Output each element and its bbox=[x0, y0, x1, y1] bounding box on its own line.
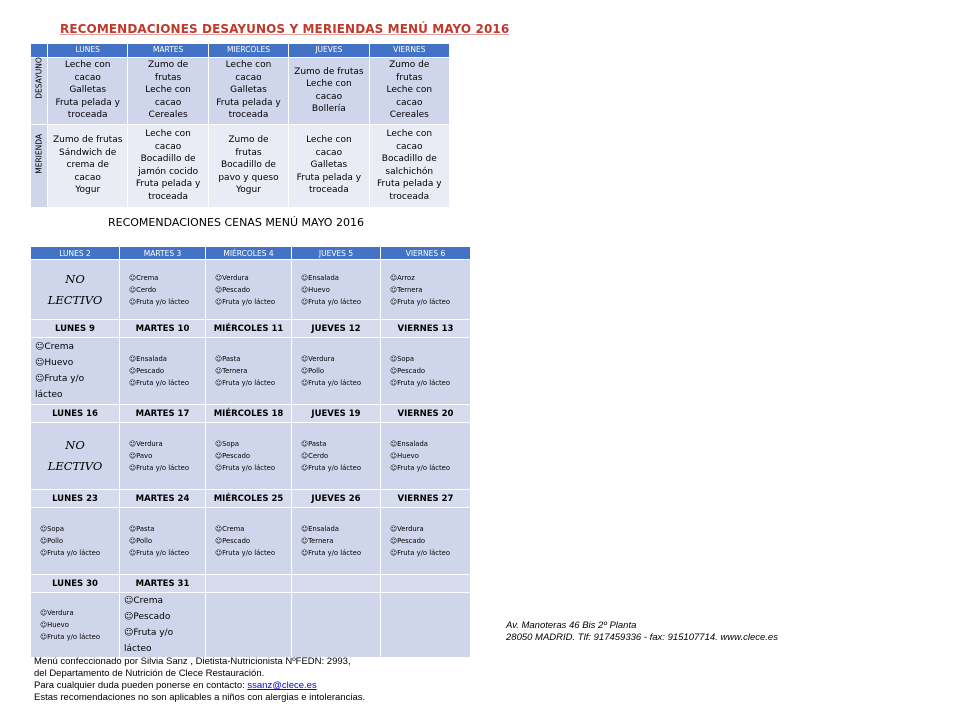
dinner-item: ☺Fruta y/o lácteo bbox=[215, 464, 276, 472]
dinner-cell bbox=[292, 423, 381, 490]
meal-item: Cereales bbox=[148, 110, 188, 121]
meal-item: cacao bbox=[154, 97, 182, 108]
meal-item: Cereales bbox=[389, 110, 429, 121]
day-header: VIERNES bbox=[369, 44, 449, 58]
address-line: Av. Manoteras 46 Bis 2º Planta bbox=[506, 620, 637, 631]
date-cell: MARTES 31 bbox=[120, 575, 206, 593]
date-cell: LUNES 2 bbox=[31, 247, 120, 260]
dinner-title: RECOMENDACIONES CENAS MENÚ MAYO 2016 bbox=[108, 216, 364, 229]
date-cell: VIERNES 6 bbox=[381, 247, 471, 260]
date-row bbox=[31, 490, 471, 508]
empty-cell bbox=[206, 593, 292, 658]
meal-item: Yogur bbox=[236, 185, 261, 196]
date-cell: JUEVES 26 bbox=[292, 490, 381, 508]
dinner-item: NO bbox=[65, 271, 85, 286]
breakfast-title: RECOMENDACIONES DESAYUNOS Y MERIENDAS MENÚ MAYO 2016 bbox=[60, 22, 510, 36]
meal-item: Sándwich de bbox=[59, 147, 117, 158]
meal-item: Bocadillo de bbox=[381, 154, 437, 164]
meal-cell bbox=[208, 124, 288, 207]
date-cell: VIERNES 13 bbox=[381, 320, 471, 338]
dinner-cell bbox=[292, 260, 381, 320]
dinner-cell bbox=[120, 593, 206, 658]
dinner-item: ☺Fruta y/o lácteo bbox=[215, 379, 276, 387]
dinner-item: ☺Huevo bbox=[301, 285, 330, 294]
contact-email-link[interactable]: ssanz@clece.es bbox=[247, 680, 317, 691]
dinner-item: ☺Huevo bbox=[40, 621, 69, 629]
meal-item: Leche con bbox=[306, 79, 352, 89]
meal-item: frutas bbox=[154, 72, 182, 83]
dinner-week-row bbox=[31, 260, 471, 320]
meal-cell bbox=[48, 124, 128, 207]
dinner-item: ☺Verdura bbox=[129, 440, 163, 448]
dinner-item: ☺Pollo bbox=[40, 537, 64, 545]
dinner-item: ☺Fruta y/o lácteo bbox=[390, 379, 451, 387]
dinner-item: ☺Pescado bbox=[124, 612, 171, 622]
dinner-cell bbox=[120, 338, 206, 405]
dinner-item: ☺Huevo bbox=[390, 452, 419, 460]
meal-item: Leche con bbox=[64, 60, 111, 71]
no-school-cell bbox=[31, 423, 120, 490]
dinner-item: ☺Fruta y/o lácteo bbox=[301, 297, 362, 306]
dinner-cell bbox=[206, 508, 292, 575]
dinner-item: ☺Fruta y/o bbox=[35, 374, 85, 384]
date-cell: MIÉRCOLES 25 bbox=[206, 490, 292, 508]
dinner-item: ☺Ternera bbox=[215, 367, 248, 375]
dinner-item: ☺Fruta y/o lácteo bbox=[390, 549, 451, 557]
dinner-cell bbox=[292, 508, 381, 575]
footer-line: del Departamento de Nutrición de Clece Restauración. bbox=[34, 668, 265, 679]
dinner-item: LECTIVO bbox=[47, 459, 103, 473]
dinner-item: ☺Fruta y/o lácteo bbox=[129, 464, 190, 472]
date-cell bbox=[206, 575, 292, 593]
date-cell: JUEVES 19 bbox=[292, 405, 381, 423]
dinner-item: ☺Pescado bbox=[215, 452, 251, 460]
meal-item: Galletas bbox=[230, 85, 267, 96]
meal-item: Bocadillo de bbox=[220, 160, 276, 171]
meal-item: Bocadillo de bbox=[140, 154, 196, 164]
date-cell: VIERNES 20 bbox=[381, 405, 471, 423]
dinner-item: ☺Ensalada bbox=[301, 273, 339, 282]
dinner-item: ☺Crema bbox=[129, 273, 159, 282]
meal-item: troceada bbox=[67, 110, 108, 121]
dinner-item: ☺Ensalada bbox=[129, 355, 167, 363]
meal-item: Galletas bbox=[69, 85, 107, 96]
dinner-item: ☺Pescado bbox=[215, 537, 251, 545]
dinner-item: ☺Arroz bbox=[390, 273, 415, 282]
meal-item: frutas bbox=[396, 72, 423, 83]
dinner-item: ☺Sopa bbox=[40, 525, 65, 533]
meal-item: Fruta pelada y bbox=[135, 179, 201, 189]
dinner-item: NO bbox=[65, 438, 85, 452]
meal-item: Zumo de bbox=[147, 60, 189, 71]
day-header: LUNES bbox=[48, 44, 128, 58]
date-row bbox=[31, 405, 471, 423]
dinner-cell bbox=[120, 260, 206, 320]
date-cell: MIÉRCOLES 18 bbox=[206, 405, 292, 423]
meal-cell bbox=[289, 124, 369, 207]
dinner-item: ☺Verdura bbox=[301, 355, 335, 363]
date-cell: MARTES 3 bbox=[120, 247, 206, 260]
dinner-item: ☺Fruta y/o lácteo bbox=[129, 549, 190, 557]
dinner-week-row bbox=[31, 508, 471, 575]
meal-cell bbox=[128, 124, 208, 207]
meal-item: troceada bbox=[308, 185, 349, 196]
date-cell: VIERNES 27 bbox=[381, 490, 471, 508]
dinner-item: ☺Fruta y/o lácteo bbox=[215, 549, 276, 557]
meal-item: Fruta pelada y bbox=[216, 97, 281, 108]
table-corner bbox=[31, 44, 48, 58]
date-cell: JUEVES 12 bbox=[292, 320, 381, 338]
meal-row bbox=[31, 57, 450, 124]
day-header: MIERCOLES bbox=[208, 44, 288, 58]
meal-item: troceada bbox=[389, 191, 430, 202]
dinner-item: ☺Fruta y/o lácteo bbox=[301, 464, 362, 472]
date-cell: MARTES 10 bbox=[120, 320, 206, 338]
dinner-item: ☺Ensalada bbox=[390, 440, 428, 448]
dinner-table bbox=[30, 246, 471, 658]
footer-line bbox=[34, 680, 474, 692]
meal-item: Leche con bbox=[386, 129, 433, 139]
meal-item: Fruta pelada y bbox=[377, 179, 442, 189]
meal-cell bbox=[208, 57, 288, 124]
meal-item: cacao bbox=[235, 72, 262, 83]
dinner-item: ☺Fruta y/o lácteo bbox=[40, 633, 101, 641]
dinner-item: ☺Pasta bbox=[215, 355, 241, 363]
company-address bbox=[506, 620, 836, 644]
dinner-item: ☺Pescado bbox=[390, 367, 426, 375]
dinner-item: LECTIVO bbox=[47, 292, 103, 307]
dinner-cell bbox=[292, 338, 381, 405]
meal-cell bbox=[289, 57, 369, 124]
date-cell: LUNES 16 bbox=[31, 405, 120, 423]
meal-item: salchichón bbox=[385, 166, 434, 177]
date-cell: LUNES 23 bbox=[31, 490, 120, 508]
date-row bbox=[31, 247, 471, 260]
dinner-item: ☺Fruta y/o lácteo bbox=[129, 379, 190, 387]
meal-item: Leche con bbox=[145, 129, 191, 139]
meal-cell bbox=[128, 57, 208, 124]
dinner-item: ☺Ternera bbox=[301, 537, 334, 545]
dinner-item: ☺Fruta y/o lácteo bbox=[301, 379, 362, 387]
meal-item: Leche con bbox=[306, 135, 352, 146]
dinner-item: ☺Huevo bbox=[35, 358, 74, 368]
dinner-item: ☺Ternera bbox=[390, 285, 423, 294]
dinner-item: ☺Verdura bbox=[390, 525, 424, 533]
breakfast-snack-table bbox=[30, 43, 450, 208]
dinner-item: ☺Fruta y/o lácteo bbox=[390, 464, 451, 472]
dinner-cell bbox=[31, 338, 120, 405]
dinner-week-row bbox=[31, 338, 471, 405]
meal-item: jamón cocido bbox=[138, 166, 199, 177]
meal-item: Yogur bbox=[75, 185, 101, 196]
meal-item: Galletas bbox=[310, 160, 348, 171]
dinner-item: ☺Cerdo bbox=[129, 285, 157, 294]
meal-item: Leche con bbox=[225, 60, 272, 71]
meal-cell bbox=[369, 57, 449, 124]
dinner-week-row bbox=[31, 423, 471, 490]
meal-item: pavo y queso bbox=[218, 172, 279, 183]
dinner-item: ☺Pollo bbox=[129, 537, 153, 545]
meal-item: Zumo de bbox=[228, 135, 269, 146]
dinner-item: ☺Cerdo bbox=[301, 452, 329, 460]
dinner-item: ☺Crema bbox=[35, 342, 74, 352]
meal-item: cacao bbox=[315, 91, 343, 102]
footer-notes bbox=[34, 656, 474, 704]
meal-label-text: MERIENDA bbox=[34, 134, 44, 174]
dinner-item: ☺Verdura bbox=[40, 609, 74, 617]
meal-row bbox=[31, 124, 450, 207]
dinner-item: ☺Pasta bbox=[301, 440, 327, 448]
meal-item: cacao bbox=[396, 141, 423, 152]
meal-item: cacao bbox=[315, 147, 343, 158]
meal-item: troceada bbox=[228, 110, 269, 121]
dinner-item: ☺Verdura bbox=[215, 273, 249, 282]
date-cell: JUEVES 5 bbox=[292, 247, 381, 260]
dinner-item: ☺Pescado bbox=[390, 537, 426, 545]
meal-item: Leche con bbox=[386, 85, 433, 96]
meal-item: troceada bbox=[148, 191, 188, 202]
dinner-item: ☺Fruta y/o lácteo bbox=[390, 297, 451, 306]
meal-cell bbox=[369, 124, 449, 207]
meal-label-text: DESAYUNO bbox=[34, 57, 44, 99]
meal-row-label bbox=[31, 57, 48, 124]
meal-cell bbox=[48, 57, 128, 124]
dinner-item: ☺Fruta y/o lácteo bbox=[129, 297, 190, 306]
dinner-week-row bbox=[31, 593, 471, 658]
dinner-item: ☺Sopa bbox=[215, 440, 240, 448]
empty-cell bbox=[292, 593, 381, 658]
dinner-cell bbox=[206, 260, 292, 320]
dinner-item: ☺Fruta y/o lácteo bbox=[301, 549, 362, 557]
date-cell: LUNES 9 bbox=[31, 320, 120, 338]
dinner-item: ☺Sopa bbox=[390, 355, 415, 363]
dinner-cell bbox=[31, 593, 120, 658]
footer-line: Estas recomendaciones no son aplicables a niños con alergias e intolerancias. bbox=[34, 692, 366, 703]
dinner-cell bbox=[31, 508, 120, 575]
dinner-cell bbox=[120, 508, 206, 575]
address-line: 28050 MADRID. Tlf: 917459336 - fax: 915107714. www.clece.es bbox=[506, 632, 778, 643]
footer-line: Menú confeccionado por Silvia Sanz , Dietista-Nutricionista NºFEDN: 2993, bbox=[34, 656, 351, 667]
dinner-item: ☺Fruta y/o lácteo bbox=[40, 549, 101, 557]
dinner-item: ☺Pavo bbox=[129, 452, 153, 460]
dinner-item: ☺Pescado bbox=[215, 285, 251, 294]
dinner-item: ☺Pescado bbox=[129, 367, 165, 375]
empty-cell bbox=[381, 593, 471, 658]
meal-row-label bbox=[31, 124, 48, 207]
dinner-cell bbox=[120, 423, 206, 490]
meal-item: Zumo de frutas bbox=[52, 135, 123, 146]
meal-item: crema de bbox=[66, 160, 109, 171]
contact-text: Para cualquier duda pueden ponerse en contacto: bbox=[34, 680, 248, 691]
dinner-cell bbox=[381, 260, 471, 320]
date-cell bbox=[381, 575, 471, 593]
dinner-item: ☺Pollo bbox=[301, 367, 325, 375]
date-cell: LUNES 30 bbox=[31, 575, 120, 593]
dinner-cell bbox=[381, 338, 471, 405]
meal-item: cacao bbox=[74, 72, 101, 83]
meal-item: Leche con bbox=[145, 85, 191, 96]
dinner-cell bbox=[381, 423, 471, 490]
date-cell: MIÉRCOLES 11 bbox=[206, 320, 292, 338]
meal-item: Fruta pelada y bbox=[55, 97, 120, 108]
no-school-cell bbox=[31, 260, 120, 320]
dinner-item: ☺Pasta bbox=[129, 525, 155, 533]
date-row bbox=[31, 575, 471, 593]
dinner-item: lácteo bbox=[124, 644, 152, 654]
meal-item: Bollería bbox=[311, 104, 346, 114]
meal-item: cacao bbox=[154, 141, 182, 152]
dinner-item: ☺Crema bbox=[124, 596, 163, 606]
date-cell: MARTES 24 bbox=[120, 490, 206, 508]
day-header: JUEVES bbox=[289, 44, 369, 58]
dinner-cell bbox=[206, 338, 292, 405]
meal-item: frutas bbox=[235, 147, 262, 158]
dinner-cell bbox=[381, 508, 471, 575]
dinner-cell bbox=[206, 423, 292, 490]
date-cell: MARTES 17 bbox=[120, 405, 206, 423]
meal-item: cacao bbox=[396, 97, 423, 108]
dinner-item: ☺Fruta y/o bbox=[124, 628, 174, 638]
date-row bbox=[31, 320, 471, 338]
meal-item: Zumo de frutas bbox=[294, 66, 364, 77]
date-cell: MIÉRCOLES 4 bbox=[206, 247, 292, 260]
meal-item: Zumo de bbox=[389, 60, 430, 71]
dinner-item: ☺Fruta y/o lácteo bbox=[215, 297, 276, 306]
dinner-item: lácteo bbox=[35, 390, 63, 400]
meal-item: Fruta pelada y bbox=[296, 172, 362, 183]
date-cell bbox=[292, 575, 381, 593]
day-header: MARTES bbox=[128, 44, 208, 58]
meal-item: cacao bbox=[74, 172, 101, 183]
dinner-item: ☺Ensalada bbox=[301, 525, 339, 533]
dinner-item: ☺Crema bbox=[215, 525, 245, 533]
